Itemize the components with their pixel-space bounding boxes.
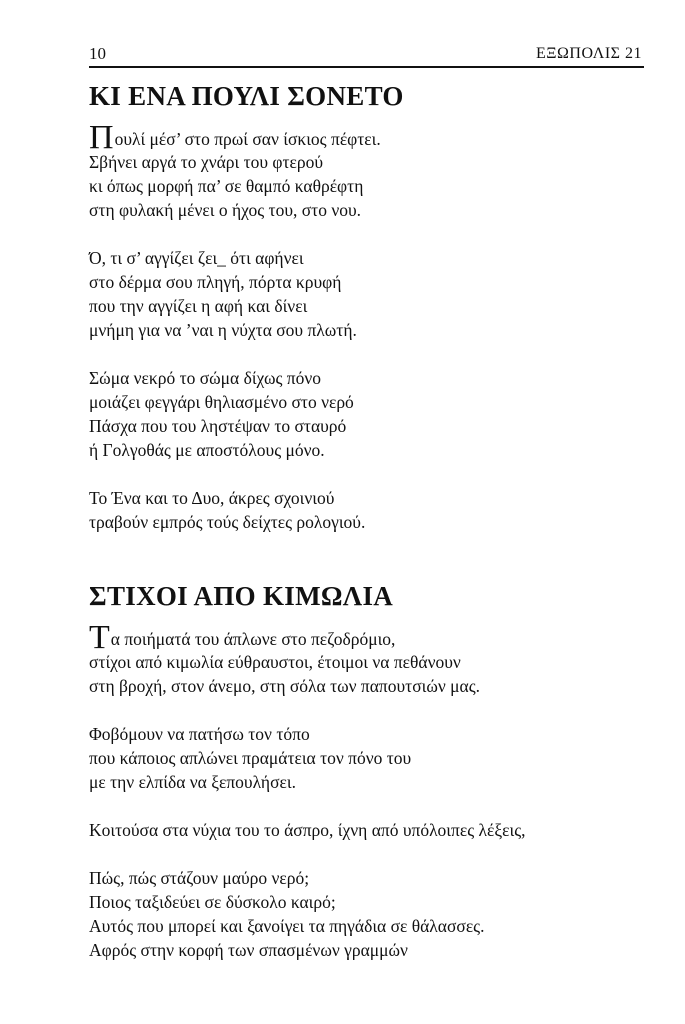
poem-line: Πώς, πώς στάζουν μαύρο νερό;: [89, 868, 310, 888]
poem-line: Το Ένα και το Δυο, άκρες σχοινιού: [89, 488, 335, 508]
poem-line: Σβήνει αργά το χνάρι του φτερού: [89, 152, 324, 172]
poem-line: Κοιτούσα στα νύχια του το άσπρο, ίχνη από υπόλοιπες λέξεις,: [89, 820, 526, 840]
page-number: 10: [89, 44, 106, 63]
poem-line: Ποιος ταξιδεύει σε δύσκολο καιρό;: [89, 892, 336, 912]
drop-cap: Π: [89, 119, 114, 156]
poem-line: τραβούν εμπρός τούς δείχτες ρολογιού.: [89, 512, 366, 532]
poem-line-first: [89, 619, 649, 656]
stanza: [89, 722, 649, 794]
poem-line-first: [89, 119, 649, 156]
poem-line: κι όπως μορφή πα’ σε θαμπό καθρέφτη: [89, 176, 364, 196]
poem-line-text: ουλί μέσ’ στο πρωί σαν ίσκιος πέφτει.: [114, 129, 381, 149]
poem-line: Φοβόμουν να πατήσω τον τόπο: [89, 724, 310, 744]
poem-line: Ό, τι σ’ αγγίζει ζει_ ότι αφήνει: [89, 248, 304, 268]
drop-cap: Τ: [89, 619, 110, 656]
poem-line: στίχοι από κιμωλία εύθραυστοι, έτοιμοι να πεθάνουν: [89, 652, 461, 672]
poem-line-text: α ποιήματά του άπλωνε στο πεζοδρόμιο,: [110, 629, 396, 649]
poem-body-2: [89, 619, 649, 986]
stanza: [89, 119, 649, 222]
poem-body-1: [89, 119, 649, 558]
poem-line: Αφρός στην κορφή των σπασμένων γραμμών: [89, 940, 408, 960]
poem-title-2: ΣΤΙΧΟΙ ΑΠΟ ΚΙΜΩΛΙΑ: [89, 581, 394, 611]
stanza: [89, 366, 649, 462]
stanza: [89, 246, 649, 342]
stanza: [89, 486, 649, 534]
poem-line: μνήμη για να ’ναι η νύχτα σου πλωτή.: [89, 320, 357, 340]
poem-line: με την ελπίδα να ξεπουλήσει.: [89, 772, 296, 792]
poem-line: ή Γολγοθάς με αποστόλους μόνο.: [89, 440, 325, 460]
poem-line: μοιάζει φεγγάρι θηλιασμένο στο νερό: [89, 392, 354, 412]
poem-line: που την αγγίζει η αφή και δίνει: [89, 296, 308, 316]
poem-line: Σώμα νεκρό το σώμα δίχως πόνο: [89, 368, 322, 388]
running-head-title: ΕΞΩΠΟΛΙΣ 21: [535, 45, 642, 62]
poem-line: Αυτός που μπορεί και ξανοίγει τα πηγάδια σε θάλασσες.: [89, 916, 485, 936]
poem-line: που κάποιος απλώνει πραμάτεια τον πόνο του: [89, 748, 412, 768]
running-header: [89, 44, 644, 68]
poem-line: Πάσχα που του ληστέψαν το σταυρό: [89, 416, 347, 436]
poem-title-1: ΚΙ ΕΝΑ ΠΟΥΛΙ ΣΟΝΕΤΟ: [89, 81, 404, 111]
stanza: [89, 866, 649, 962]
poem-line: στο δέρμα σου πληγή, πόρτα κρυφή: [89, 272, 342, 292]
poem-line: στη βροχή, στον άνεμο, στη σόλα των παπουτσιών μας.: [89, 676, 480, 696]
poem-line: στη φυλακή μένει ο ήχος του, στο νου.: [89, 200, 362, 220]
stanza: [89, 619, 649, 698]
stanza: [89, 818, 649, 842]
